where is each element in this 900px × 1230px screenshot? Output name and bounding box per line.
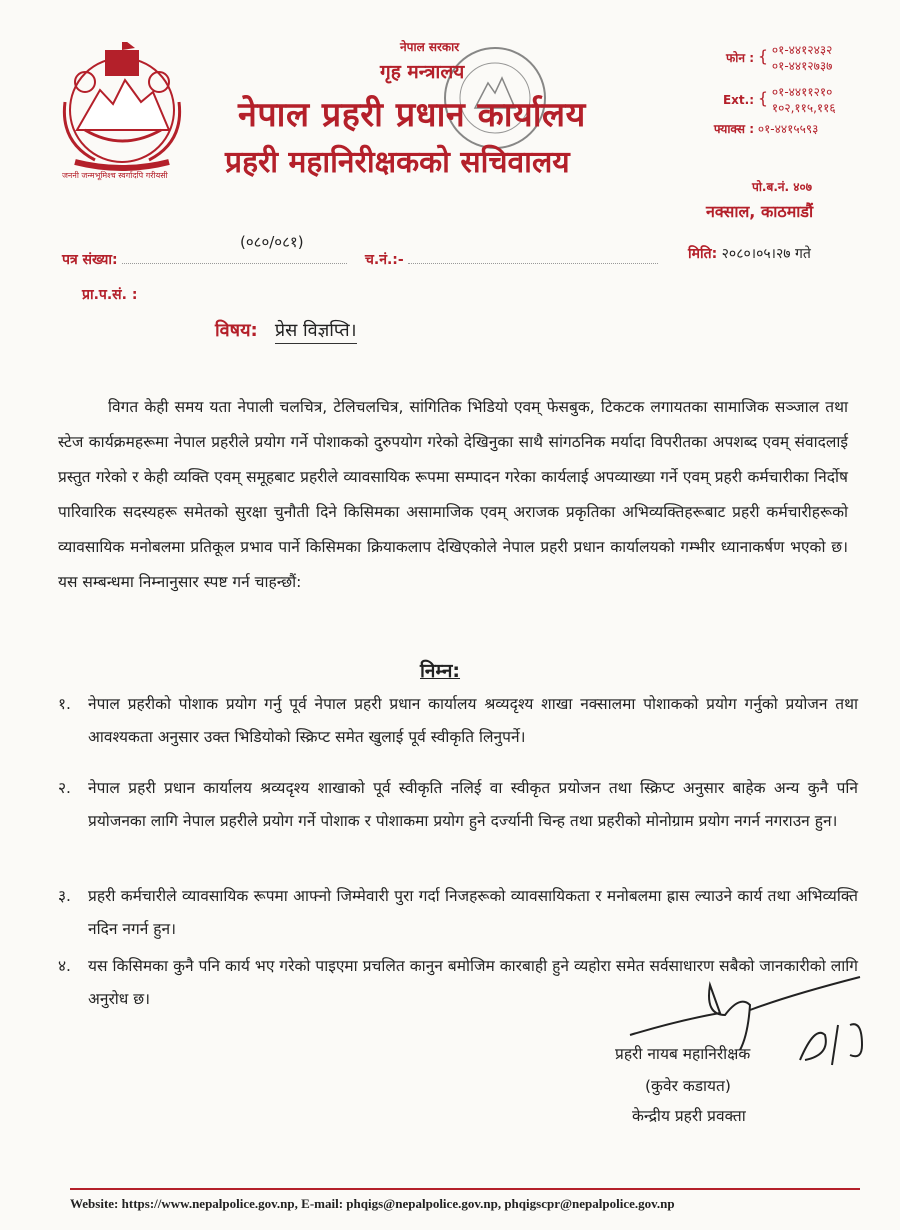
list-item-number: ४.: [58, 957, 71, 975]
phone-label: फोन :: [726, 50, 754, 65]
list-item-number: १.: [58, 695, 71, 713]
ext-1: ०१-४४११२१०: [771, 85, 833, 99]
dispatch-number-field: [365, 250, 658, 269]
phone-1: ०१-४४१२४३२: [771, 43, 833, 57]
subject-value: प्रेस विज्ञप्ति।: [275, 320, 357, 344]
govt-name: नेपाल सरकार: [400, 40, 460, 54]
body-paragraph: [58, 390, 848, 600]
fax-number: ०१-४४१५५९३: [757, 122, 819, 136]
ext-2: १०२,११५,११६: [771, 101, 836, 115]
list-heading: निम्न:: [420, 660, 461, 682]
list-item-text: यस किसिमका कुनै पनि कार्य भए गरेको पाइएमा प्रचलित कानुन बमोजिम कारबाही हुने व्यहोरा समेत सर्वसाधारण सबैको जानकारीको लागि अनुरोध छ।: [88, 957, 858, 1008]
paragraph-text: विगत केही समय यता नेपाली चलचित्र, टेलिचलचित्र, सांगितिक भिडियो एवम् फेसबुक, टिकटक लगायतका सामाजिक सञ्जाल तथा स्टेज कार्यक्रमहरूमा नेपाल प्रहरीले प्रयोग गर्ने पोशाकको दुरुपयोग गरेको देखिनुका साथै सांगठनिक मर्यादा विपरीतका अपशब्द एवम् संवादलाई प्रस्तुत गरेको र केही व्यक्ति एवम् समूहबाट प्रहरीले व्यावसायिक रूपमा सम्पादन गरेका कार्यलाई अपव्याख्या गर्ने एवम् प्रहरी कर्मचारीका निर्दोष पारिवारिक सदस्यहरू समेतको सुरक्षा चुनौती दिने किसिमका असामाजिक एवम् अराजक प्रकृतिका अभिव्यक्तिहरूबाट प्रहरी कर्मचारीहरूको व्यावसायिक मनोबलमा प्रतिकूल प्रभाव पार्ने किसिमका क्रियाकलाप देखिएकोले नेपाल प्रहरी प्रधान कार्यालयको गम्भीर ध्यानाकर्षण भएको छ। यस सम्बन्धमा निम्नानुसार स्पष्ट गर्न चाहन्छौं:: [58, 398, 848, 591]
subject-label: विषय:: [215, 320, 258, 341]
ext-label: Ext.:: [722, 92, 754, 107]
fax-label: फ्याक्स :: [713, 122, 754, 136]
date-label: मिति:: [688, 246, 718, 262]
website-link[interactable]: https://www.nepalpolice.gov.np,: [121, 1196, 298, 1211]
letter-number-field: [62, 250, 347, 269]
footer: [70, 1188, 860, 1212]
signatory-title: प्रहरी नायब महानिरीक्षक: [615, 1045, 751, 1063]
website-label: Website:: [70, 1196, 119, 1211]
signatory-name: (कुवेर कडायत): [645, 1077, 731, 1095]
list-item: [58, 688, 858, 754]
subject-line: [215, 318, 357, 342]
address: नक्साल, काठमाडौं: [706, 202, 814, 221]
list-item-text: प्रहरी कर्मचारीले व्यावसायिक रूपमा आफ्नो जिम्मेवारी पुरा गर्दा निजहरूको व्यावसायिकता र मनोबलमा ह्रास ल्याउने कार्य तथा अभिव्यक्ति नदिन नगर्न हुन।: [88, 887, 858, 938]
date-field: [688, 244, 811, 263]
ministry-name: गृह मन्त्रालय: [380, 61, 465, 83]
email-link-1[interactable]: phqigs@nepalpolice.gov.np,: [346, 1196, 502, 1211]
email-label: E-mail:: [301, 1196, 344, 1211]
signatory-role: केन्द्रीय प्रहरी प्रवक्ता: [632, 1107, 746, 1125]
phone-2: ०१-४४१२७३७: [771, 59, 833, 73]
emblem-caption: जननी जन्मभूमिश्च स्वर्गादपि गरीयसी: [62, 171, 168, 180]
fax-block: [696, 120, 818, 137]
email-link-2[interactable]: phqigscpr@nepalpolice.gov.np: [504, 1196, 675, 1211]
list-item-number: २.: [58, 779, 71, 797]
nepal-emblem-logo: [55, 42, 190, 182]
ext-block: Ext.: { ०१-४४११२१० १०२,११५,११६: [696, 84, 836, 116]
list-item: [58, 772, 858, 838]
received-number-label: प्रा.प.सं. :: [82, 287, 138, 303]
list-item-text: नेपाल प्रहरी प्रधान कार्यालय श्रव्यदृश्य शाखाको पूर्व स्वीकृति नलिई वा स्वीकृत प्रयोजन तथा स्क्रिप्ट अनुसार बाहेक अन्य कुनै पनि प्रयोजनका लागि नेपाल प्रहरीले प्रयोग गर्ने पोशाक र पोशाकमा प्रयोग हुने दर्ज्यानी चिन्ह तथा प्रहरीको मोनोग्राम प्रयोग नगर्न नगराउन हुन।: [88, 779, 858, 830]
list-item-number: ३.: [58, 887, 71, 905]
list-item-text: नेपाल प्रहरीको पोशाक प्रयोग गर्नु पूर्व नेपाल प्रहरी प्रधान कार्यालय श्रव्यदृश्य शाखा नक्सालमा पोशाकको प्रयोग गर्नुको प्रयोजन तथा आवश्यकता अनुसार उक्त भिडियोको स्क्रिप्ट समेत खुलाई पूर्व स्वीकृति लिनुपर्ने।: [88, 695, 858, 746]
po-box: पो.ब.नं. ४०७: [752, 180, 813, 194]
secretariat-name: प्रहरी महानिरीक्षकको सचिवालय: [225, 145, 570, 180]
received-number-field: [82, 285, 137, 304]
phone-block: फोन : { ०१-४४१२४३२ ०१-४४१२७३७: [696, 42, 832, 74]
dispatch-number-label: च.नं.:-: [365, 252, 404, 268]
letter-number-label: पत्र संख्या:: [62, 252, 118, 268]
list-item: [58, 880, 858, 946]
fiscal-year: (०८०/०८१): [240, 233, 304, 251]
office-name: नेपाल प्रहरी प्रधान कार्यालय: [238, 95, 586, 135]
date-value: २०८०।०५।२७ गते: [721, 246, 811, 262]
